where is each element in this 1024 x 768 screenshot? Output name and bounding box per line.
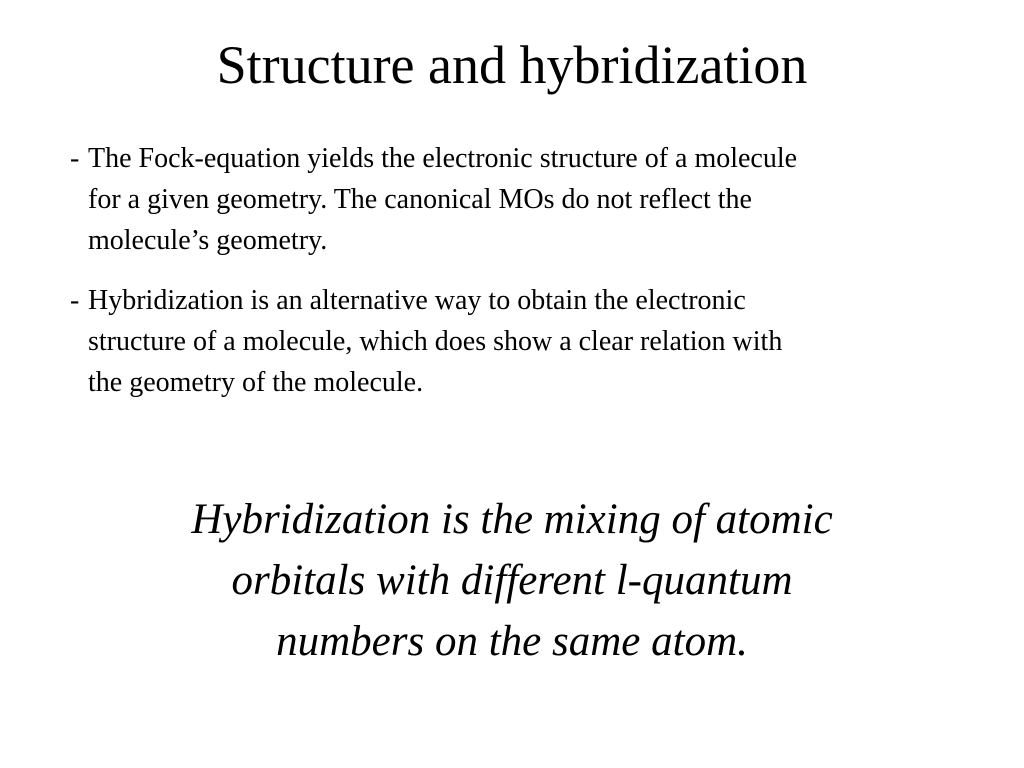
bullet-text: The Fock-equation yields the electronic structure of a molecule for a given geometry. The canonical MOs do not reflect the molecule’s geometry. <box>88 143 798 256</box>
bullet-text: Hybridization is an alternative way to obtain the electronic structure of a molecule, which does show a clear relation with the geometry of the molecule. <box>88 285 783 398</box>
bullet-list <box>70 138 970 422</box>
bullet-marker: - <box>70 285 80 316</box>
slide-title: Structure and hybridization <box>216 35 808 95</box>
bullet-item-fock-equation <box>70 138 970 261</box>
bullet-item-hybridization <box>70 280 970 403</box>
hybridization-definition: Hybridization is the mixing of atomic orbitals with different l-quantum numbers on the same atom. <box>191 496 833 665</box>
bullet-marker: - <box>70 143 80 174</box>
